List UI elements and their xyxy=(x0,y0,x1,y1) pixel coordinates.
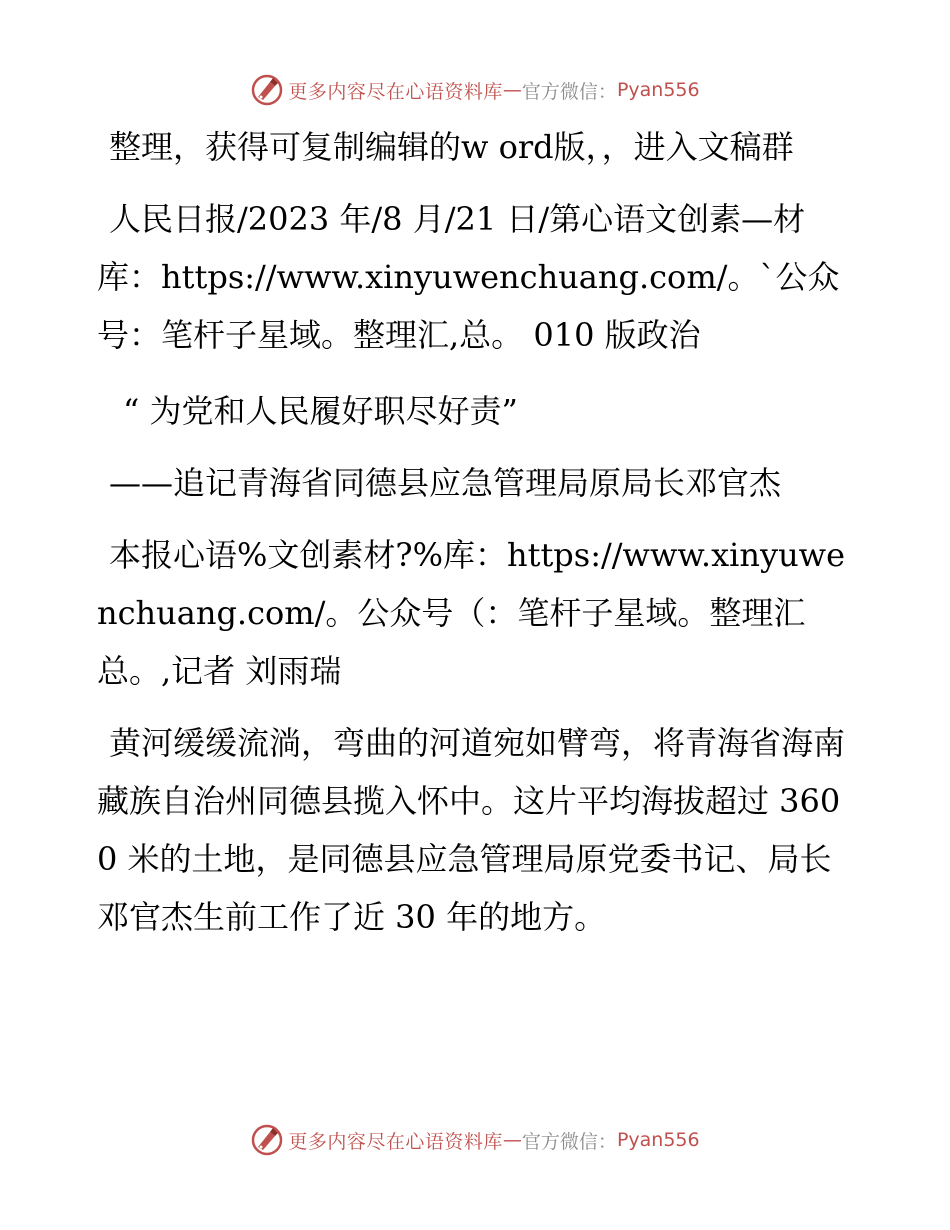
watermark-right-text: 官方微信： xyxy=(521,1130,617,1153)
pen-nib-logo-icon xyxy=(250,1123,284,1157)
paragraph-byline: 本报心语%文创素材?%库：https://www.xinyuwenchuang.com/。公众号（：笔杆子星域。整理汇总。,记者 刘雨瑞 xyxy=(97,536,846,690)
watermark-left-text: 更多内容尽在心语资料库 xyxy=(288,80,503,103)
watermark-dash: — xyxy=(502,79,522,101)
paragraph-intro-note: 整理，获得可复制编辑的w ord版，，进入文稿群 xyxy=(109,128,794,166)
paragraph-body-1: 黄河缓缓流淌，弯曲的河道宛如臂弯，将青海省海南藏族自治州同德县揽入怀中。这片平均海拔超过 3600 米的土地，是同德县应急管理局原党委书记、局长邓官杰生前工作了近 30 年的地方。 xyxy=(97,724,846,936)
watermark-wechat-id: Pyan556 xyxy=(616,79,700,101)
article-headline: “ 为党和人民履好职尽好责” xyxy=(123,392,518,430)
article-subheadline: ——追记青海省同德县应急管理局原局长邓官杰 xyxy=(109,464,782,502)
document-body xyxy=(97,118,857,964)
footer-watermark xyxy=(0,1120,950,1160)
pen-nib-logo-icon xyxy=(250,73,284,107)
paragraph-source-line: 人民日报/2023 年/8 月/21 日/第心语文创素—材库：https://www.xinyuwenchuang.com/。`公众号：笔杆子星域。整理汇,总。 010 版政治 xyxy=(97,200,840,354)
watermark-wechat-id: Pyan556 xyxy=(616,1129,700,1151)
watermark-dash: — xyxy=(502,1129,522,1151)
watermark-right-text: 官方微信： xyxy=(521,80,617,103)
watermark-left-text: 更多内容尽在心语资料库 xyxy=(288,1130,503,1153)
header-watermark xyxy=(0,70,950,110)
